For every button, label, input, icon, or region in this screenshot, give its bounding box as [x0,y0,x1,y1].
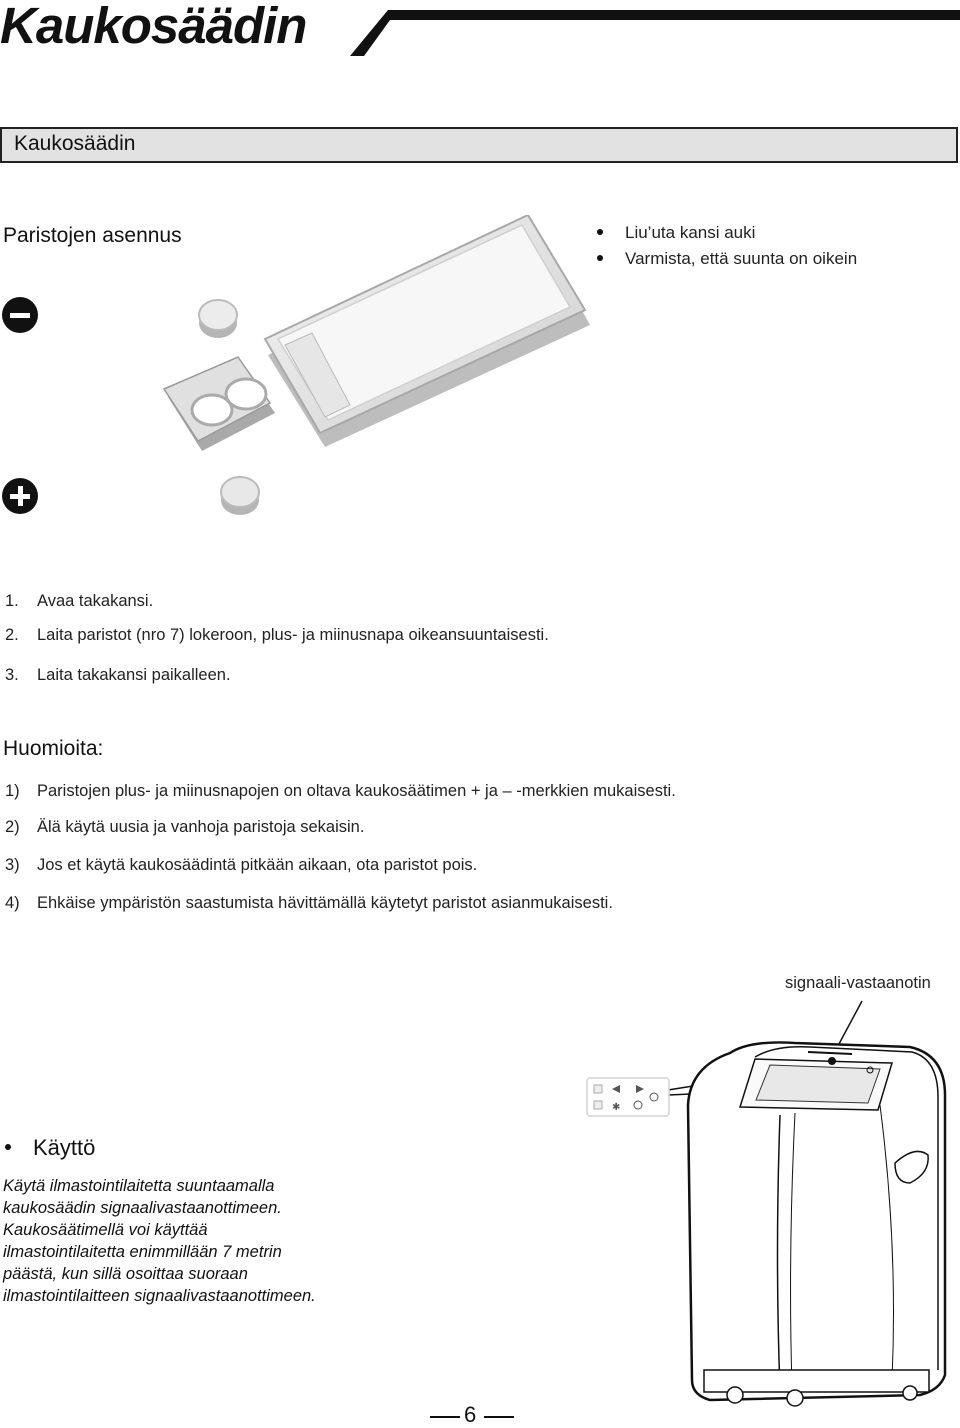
battery-coin-top [199,300,237,338]
bullet-dot [5,1144,11,1150]
minus-icon [2,297,38,333]
title-rule [350,10,960,56]
note-item: 1) Paristojen plus- ja miinusnapojen on oltava kaukosäätimen + ja – -merkkien mukaisesti. [5,782,676,800]
step-item: 2. Laita paristot (nro 7) lokeroon, plus- ja miinusnapa oikeansuuntaisesti. [5,626,549,644]
step-item: 3. Laita takakansi paikalleen. [5,666,231,684]
section-label: Kaukosäädin [14,132,136,155]
remote-control [587,1078,669,1116]
usage-heading-row [5,1135,95,1161]
air-conditioner-unit [688,1042,945,1406]
notes-heading: Huomioita: [3,737,104,760]
remote-back-cover [265,215,590,447]
note-item: 4) Ehkäise ympäristön saastumista hävittämällä käytetyt paristot asianmukaisesti. [5,894,613,912]
note-item: 2) Älä käytä uusia ja vanhoja paristoja sekaisin. [5,818,365,836]
page-number: 6 [464,1402,477,1427]
battery-illustration [150,215,600,530]
receiver-label: signaali-vastaanotin [785,974,931,992]
footer-rule-right [484,1416,514,1418]
bullet-item: Liu’uta kansi auki [597,223,755,243]
step-item: 1. Avaa takakansi. [5,592,154,610]
bullet-item: Varmista, että suunta on oikein [597,249,857,269]
svg-text:✱: ✱ [612,1102,621,1113]
section-bar [0,127,958,163]
page-title: Kaukosäädin [0,0,307,54]
note-item: 3) Jos et käytä kaukosäädintä pitkään aikaan, ota paristot pois. [5,856,478,874]
battery-heading: Paristojen asennus [3,224,182,247]
usage-text: Käytä ilmastointilaitetta suuntaamalla kaukosäädin signaalivastaanottimeen. Kaukosäätimellä voi käyttää ilmastointilaitetta enimmillään 7 metrin päästä, kun sillä osoittaa suoraan ilmastointilaitteen signaalivastaanottimeen. [3,1177,316,1305]
plus-icon [2,478,38,514]
usage-heading: Käyttö [33,1135,96,1160]
battery-cover [164,357,275,451]
battery-coin-bottom [221,477,259,515]
footer-rule-left [430,1416,460,1418]
air-conditioner-illustration [580,995,955,1428]
